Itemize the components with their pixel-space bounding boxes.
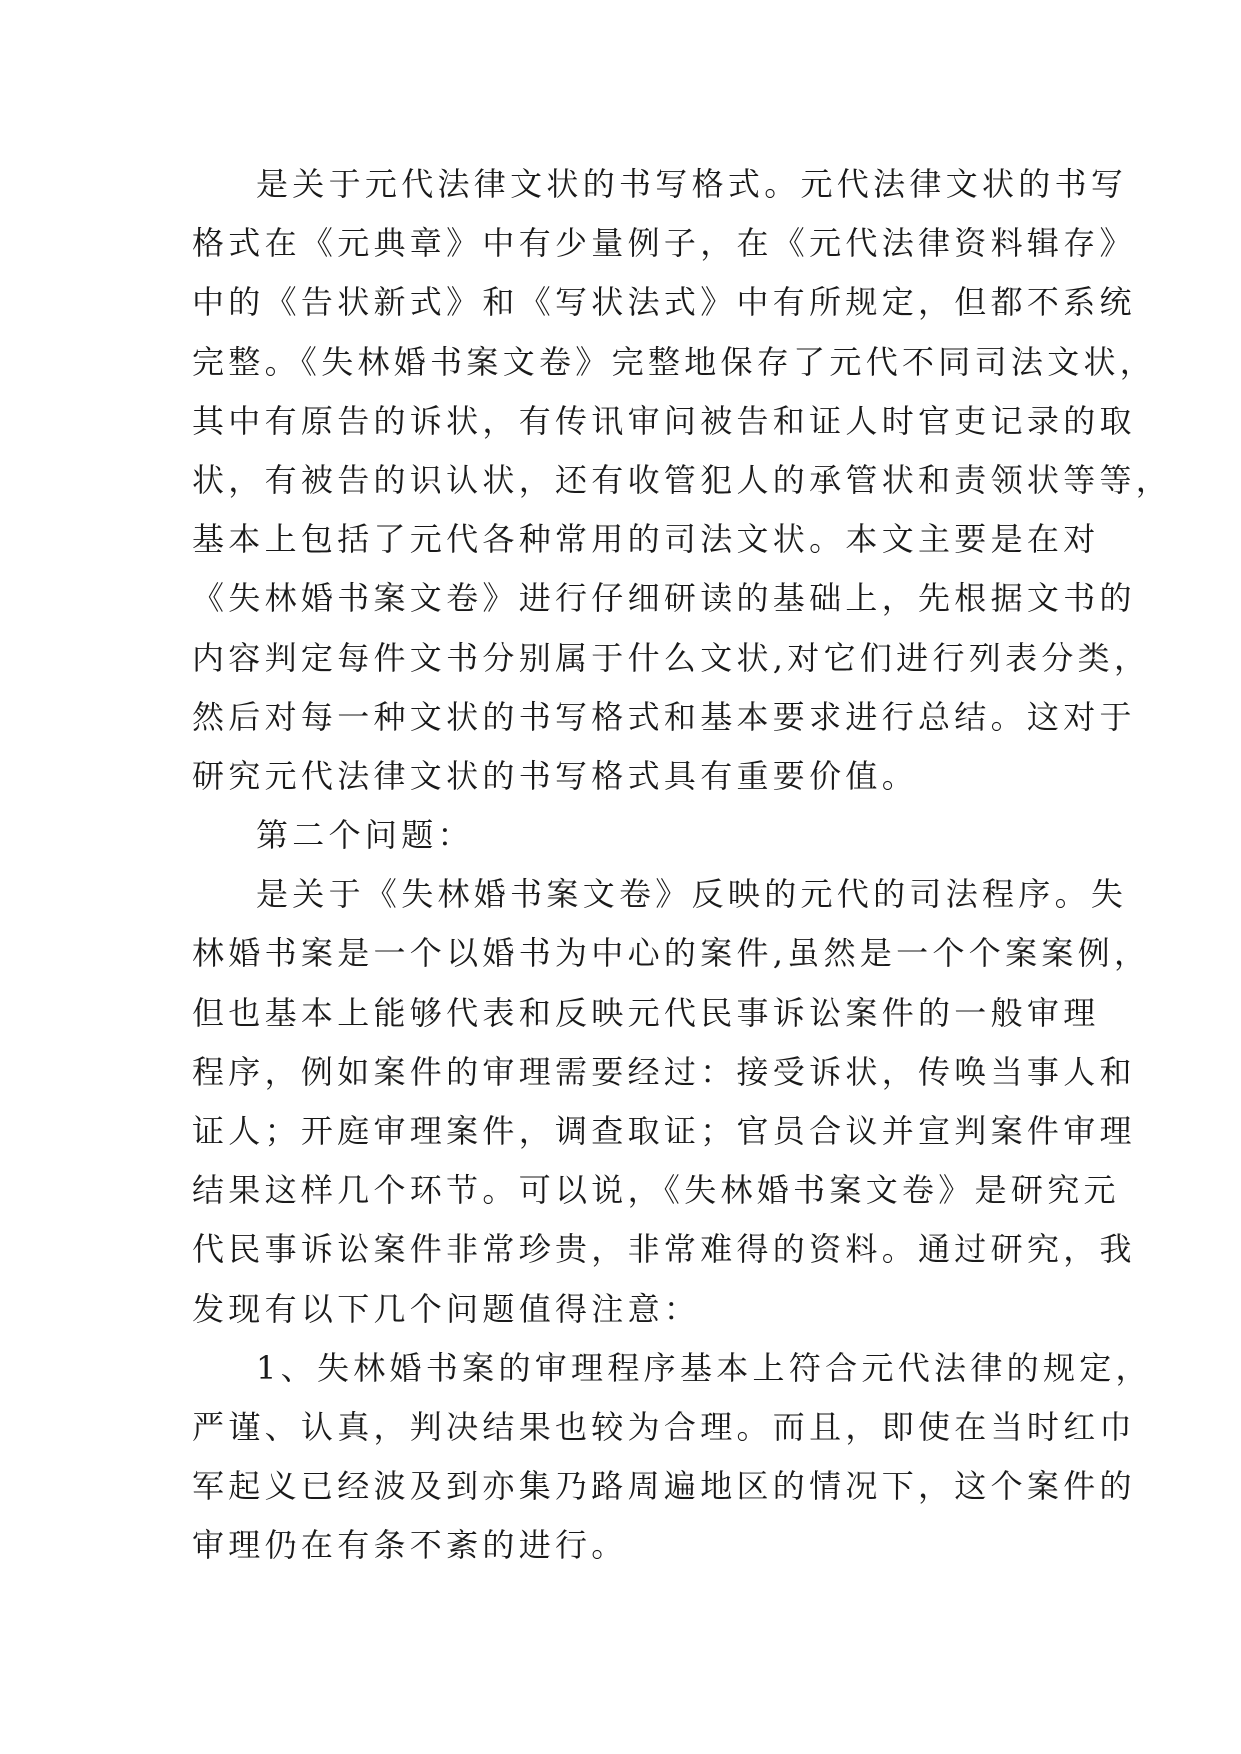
text-line: 1、失林婚书案的审理程序基本上符合元代法律的规定， [256,1348,1152,1387]
text-line: 程序，例如案件的审理需要经过：接受诉状，传唤当事人和 [192,1052,1136,1091]
text-line: 结果这样几个环节。可以说，《失林婚书案文卷》是研究元 [192,1171,1120,1210]
text-line: 其中有原告的诉状，有传讯审问被告和证人时官吏记录的取 [192,401,1136,440]
text-line: 但也基本上能够代表和反映元代民事诉讼案件的一般审理 [192,993,1100,1032]
text-line: 格式在《元典章》中有少量例子，在《元代法律资料辑存》 [192,224,1136,263]
text-line: 是关于《失林婚书案文卷》反映的元代的司法程序。失 [256,875,1128,914]
text-line: 军起义已经波及到亦集乃路周遍地区的情况下，这个案件的 [192,1467,1136,1506]
text-line: 研究元代法律文状的书写格式具有重要价值。 [192,756,919,795]
text-line: 中的《告状新式》和《写状法式》中有所规定，但都不系统 [192,283,1136,322]
text-line: 发现有以下几个问题值得注意： [192,1289,701,1328]
text-line: 第二个问题： [256,816,474,855]
text-line: 是关于元代法律文状的书写格式。元代法律文状的书写 [256,165,1128,203]
text-line: 基本上包括了元代各种常用的司法文状。本文主要是在对 [192,520,1100,559]
body-text [192,155,1173,1576]
text-line: 《失林婚书案文卷》进行仔细研读的基础上，先根据文书的 [192,579,1136,618]
text-line: 证人；开庭审理案件，调查取证；官员合议并宣判案件审理 [192,1112,1136,1150]
text-line: 然后对每一种文状的书写格式和基本要求进行总结。这对于 [192,697,1136,736]
text-line: 状，有被告的识认状，还有收管犯人的承管状和责领状等等， [192,460,1173,499]
text-line: 林婚书案是一个以婚书为中心的案件,虽然是一个个案案例， [192,934,1151,973]
text-line: 完整。《失林婚书案文卷》完整地保存了元代不同司法文状， [192,342,1157,381]
text-line: 代民事诉讼案件非常珍贵，非常难得的资料。通过研究，我 [192,1230,1136,1269]
text-line: 审理仍在有条不紊的进行。 [192,1526,628,1565]
text-line: 严谨、认真，判决结果也较为合理。而且，即使在当时红巾 [192,1407,1136,1446]
text-line: 内容判定每件文书分别属于什么文状,对它们进行列表分类， [192,638,1151,677]
